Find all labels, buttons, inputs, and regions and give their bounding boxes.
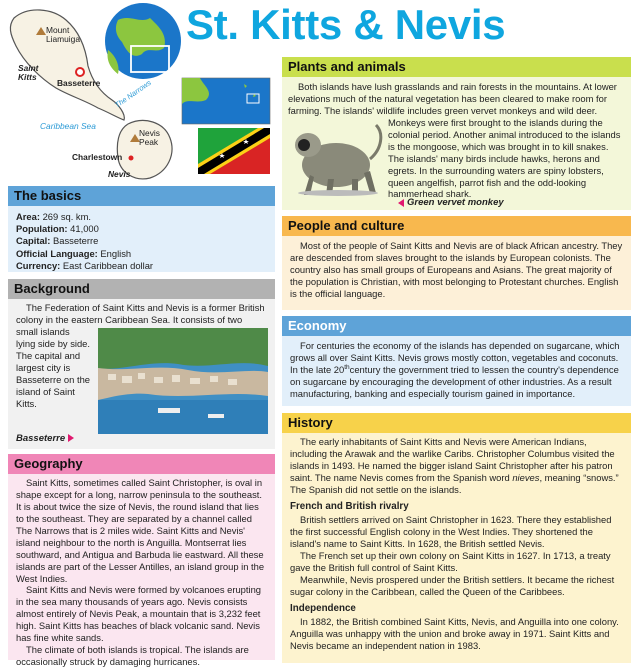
plants-paragraph-2: Monkeys were first brought to the islands during the colonial period. Another animal introduced to the islands is the mongoose, which was brought in to kill snakes. The islands' many birds include hawks, herons and egrets. In the surrounding waters are spiny lobsters, queen angelfish, parrot fish and the odd-looking hammerhead shark. bbox=[388, 116, 621, 200]
background-paragraph: The Federation of Saint Kitts and Nevis is a former British colony in the eastern Caribbean Sea. It consists of two bbox=[16, 302, 265, 325]
history-paragraph-5: In 1882, the British combined Saint Kitts, Nevis, and Anguilla into one colony. Anguilla was unhappy with the union and broke away in 1971. Saint Kitts and Nevis became an independent nation in 1983. bbox=[290, 616, 619, 651]
background-heading: Background bbox=[8, 279, 275, 299]
monkey-illustration bbox=[288, 119, 384, 197]
monkey-caption: Green vervet monkey bbox=[398, 197, 625, 208]
mount-liamuiga-label: Mount Liamuiga bbox=[46, 25, 80, 44]
geography-paragraph-3: The climate of both islands is tropical. The islands are occasionally struck by damaging hurricanes. bbox=[16, 644, 249, 668]
history-subheading-rivalry: French and British rivalry bbox=[290, 500, 409, 512]
geography-paragraph-2: Saint Kitts and Nevis were formed by volcanoes erupting in the sea many thousands of years ago. Nevis consists almost entirely of Nevis Peak, a mountain that is 3,232 feet high. Saint Kitts has beaches of black volcanic sand. Nevis has fine white sands. bbox=[16, 584, 262, 644]
history-heading: History bbox=[282, 413, 631, 433]
geography-heading: Geography bbox=[8, 454, 275, 474]
plants-paragraph-1: Both islands have lush grasslands and rain forests in the mountains. At lower elevations much of the natural vegetation has been cleared to make room for farming. The islands' wildlife includes green vervet monkeys and wild deer. bbox=[288, 81, 617, 116]
history-subheading-independence: Independence bbox=[290, 602, 356, 614]
saint-kitts-label: Saint Kitts bbox=[18, 63, 39, 82]
plants-heading: Plants and animals bbox=[282, 57, 631, 77]
charlestown-label: Charlestown bbox=[72, 152, 123, 162]
basseterre-caption: Basseterre bbox=[16, 433, 267, 444]
basics-section bbox=[8, 206, 275, 272]
geography-paragraph-1: Saint Kitts, sometimes called Saint Christopher, is oval in shape except for a long, narrow peninsula to the southeast. It is about twice the size of Nevis, the round island that lies to the southeast. They are separated by a channel called The Narrows that is 2 miles wide. Saint Kitts and Nevis' island neighbour to the north is Anguilla. Montserrat lies southward, and Antigua and Barbuda lie eastward. All these islands are part of the Lesser Antilles, an island group in the West Indies. bbox=[16, 477, 265, 584]
nevis-peak-label: Nevis Peak bbox=[139, 128, 160, 147]
geography-section bbox=[8, 474, 275, 668]
people-paragraph: Most of the people of Saint Kitts and Nevis are of black African ancestry. They are descended from slaves brought to the islands by European colonists. The country also has small groups of Europeans and Asians. The great majority of the population is Christian, with most belonging to Protestant churches. English is the official language. bbox=[290, 240, 623, 299]
narrows-label: The Narrows bbox=[112, 77, 153, 110]
economy-heading: Economy bbox=[282, 316, 631, 336]
basics-heading: The basics bbox=[8, 186, 275, 206]
history-paragraph-1: The early inhabitants of Saint Kitts and Nevis were American Indians, including the Arawak and the warlike Caribs. Christopher Columbus visited the islands in 1493. He named the bigger island Saint Christopher after his patron saint. The name Nevis comes from the Spanish word nieves, meaning “snows.” The Spanish did not settle on the islands. bbox=[290, 436, 619, 495]
history-paragraph-2: British settlers arrived on Saint Christopher in 1623. There they established the first successful English colony in the West Indies. They shortened the island's name to Saint Kitts. In 1628, the British settled Nevis. bbox=[290, 514, 612, 549]
history-paragraph-3: The French set up their own colony on Saint Kitts in 1627. In 1713, a treaty gave the British full control of Saint Kitts. bbox=[290, 549, 611, 573]
plants-section bbox=[282, 77, 631, 210]
flag-icon bbox=[198, 128, 270, 174]
basics-row-population: Population: 41,000 bbox=[16, 223, 99, 235]
nevis-label: Nevis bbox=[108, 169, 131, 179]
caribbean-sea-label: Caribbean Sea bbox=[40, 121, 96, 131]
history-paragraph-4: Meanwhile, Nevis prospered under the British settlers. It became the richest sugar colony in the Caribbean, called the Queen of the Caribbees. bbox=[290, 573, 615, 597]
background-section: The Federation of Saint Kitts and Nevis is a former British colony in the eastern Caribbean Sea. It consists of two small islands lying side by side. The capital and largest city is Basseterre on the island of Saint Kitts. Basseterre bbox=[8, 299, 275, 449]
basics-row-capital: Capital: Basseterre bbox=[16, 235, 99, 247]
economy-paragraph: For centuries the economy of the islands has depended on sugarcane, which grows all over Saint Kitts. Nevis grows mostly cotton, vegetables and coconuts. In the late 20thcentury the government tried to lessen the country's dependence on sugarcane by encouraging the development of other industries. As a result manufacturing, banking and especially tourism gained in importance. bbox=[290, 340, 620, 399]
basics-row-area: Area: 269 sq. km. bbox=[16, 211, 92, 222]
page-title: St. Kitts & Nevis bbox=[186, 1, 506, 48]
people-heading: People and culture bbox=[282, 216, 631, 236]
basseterre-label: Basseterre bbox=[57, 78, 101, 88]
caption-arrow-icon bbox=[398, 199, 404, 207]
town-marker bbox=[129, 156, 134, 161]
caption-arrow-icon bbox=[68, 434, 74, 442]
basseterre-photo bbox=[98, 328, 268, 434]
capital-marker bbox=[76, 68, 84, 76]
history-section bbox=[282, 433, 631, 663]
basics-row-currency: Currency: East Caribbean dollar bbox=[16, 259, 154, 271]
economy-section bbox=[282, 336, 631, 406]
basics-row-language: Official Language: English bbox=[16, 247, 132, 259]
people-section bbox=[282, 236, 631, 310]
